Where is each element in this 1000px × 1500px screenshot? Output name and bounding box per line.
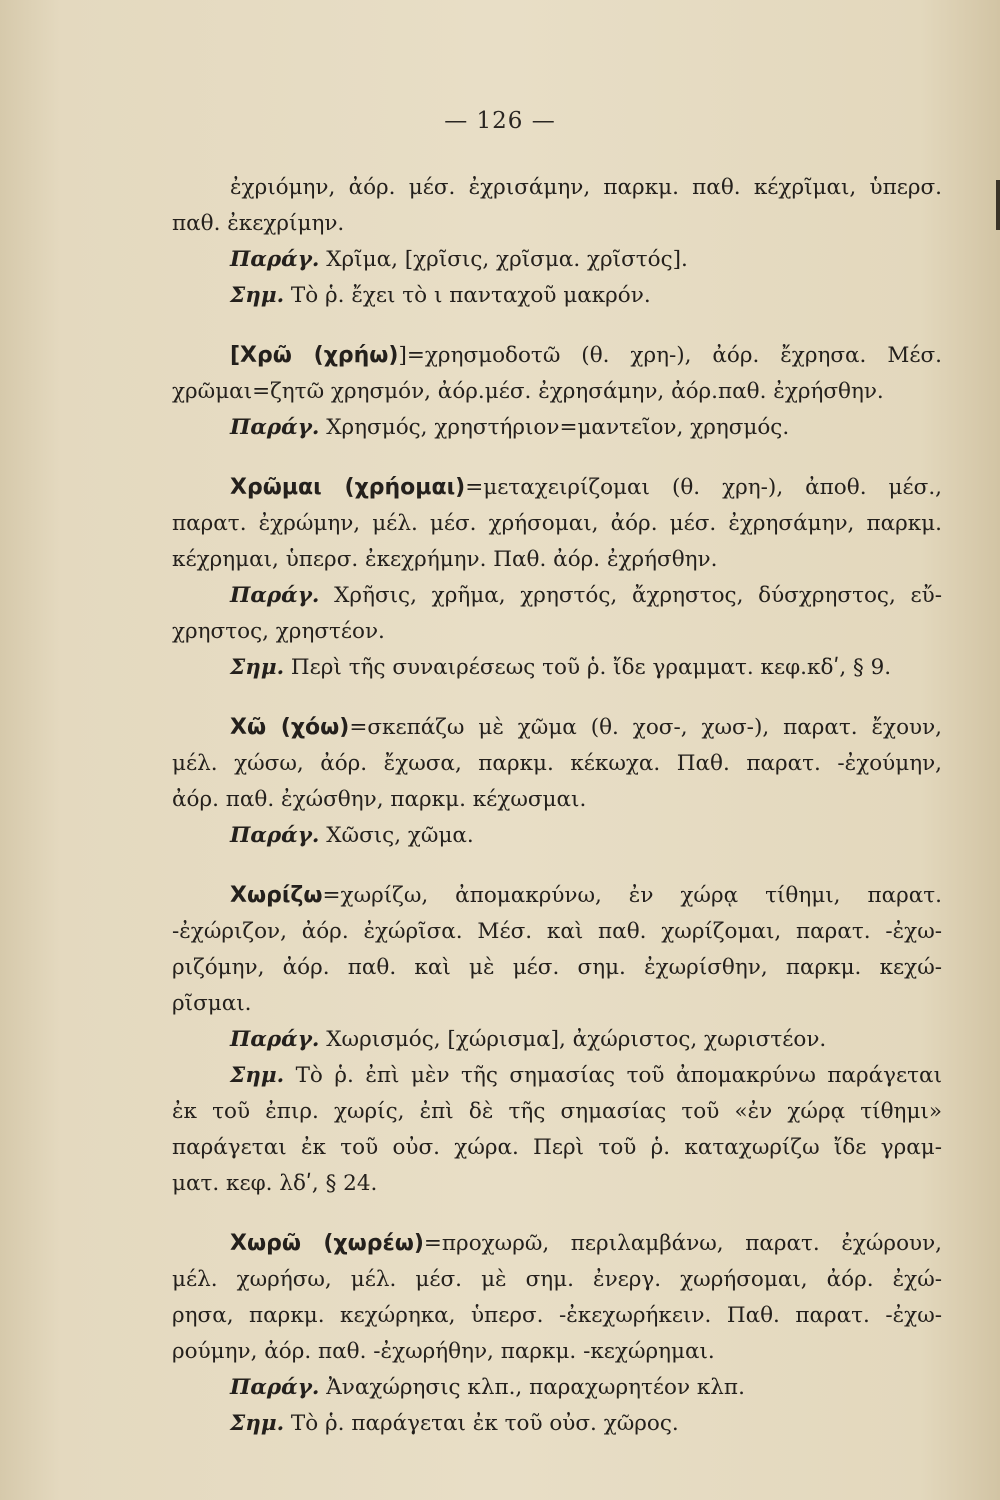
entry-line [172,614,942,650]
entry-line [172,1370,942,1406]
line-text: κέχρημαι, ὑπερσ. ἐκεχρήμην. Παθ. ἀόρ. ἐχρήσθην. [172,547,718,572]
line-text: Τὸ ῥ. παράγεται ἐκ τοῦ οὐσ. χῶρος. [284,1411,679,1436]
entry-line [172,1058,942,1094]
entry-line [172,1406,942,1442]
line-text: ]=χρησμοδοτῶ (θ. χρη-), ἀόρ. ἔχρησα. Μέσ. [398,343,942,368]
dictionary-text [172,170,942,1466]
entry-line [172,542,942,578]
entry-line [172,1298,942,1334]
entry-line [172,410,942,446]
entry-line [172,818,942,854]
line-text: ρούμην, ἀόρ. παθ. -ἐχωρήθην, παρκμ. -κεχώρημαι. [172,1339,715,1364]
entry-line [172,1334,942,1370]
entry-line [172,278,942,314]
headword: Χρῶμαι (χρήομαι) [230,475,466,500]
line-text: Τὸ ῥ. ἔχει τὸ ι πανταχοῦ μακρόν. [284,283,651,308]
line-text: Ἀναχώρησις κλπ., παραχωρητέον κλπ. [319,1375,745,1400]
section-label: Παράγ. [230,415,320,440]
section-label: Σημ. [230,655,285,680]
line-text: Χρῖμα, [χρῖσις, χρῖσμα. χρῖστός]. [319,247,688,272]
entry-line [172,710,942,746]
line-text: χρηστος, χρηστέον. [172,619,385,644]
dictionary-entry [172,170,942,314]
section-label: Παράγ. [230,1375,320,1400]
line-text: ἐκ τοῦ ἐπιρ. χωρίς, ἐπὶ δὲ τῆς σημασίας τοῦ «ἐν χώρᾳ τίθημι» [172,1099,942,1124]
dictionary-entry [172,1226,942,1442]
line-text: =προχωρῶ, περιλαμβάνω, παρατ. ἐχώρουν, [423,1231,942,1256]
entry-line [172,170,942,206]
line-text: Περὶ τῆς συναιρέσεως τοῦ ῥ. ἴδε γραμματ. κεφ.κδʹ, § 9. [284,655,892,680]
section-label: Παράγ. [230,823,320,848]
headword: Χωρῶ (χωρέω) [230,1231,424,1256]
entry-line [172,578,942,614]
line-text: μέλ. χωρήσω, μέλ. μέσ. μὲ σημ. ἐνεργ. χωρήσομαι, ἀόρ. ἐχώ- [172,1267,942,1292]
line-text: παθ. ἐκεχρίμην. [172,211,345,236]
entry-line [172,1022,942,1058]
section-label: Σημ. [230,1063,285,1088]
entry-line [172,986,942,1022]
line-text: =μεταχειρίζομαι (θ. χρη-), ἀποθ. μέσ., [465,475,942,500]
entry-line [172,878,942,914]
line-text: χρῶμαι=ζητῶ χρησμόν, ἀόρ.μέσ. ἐχρησάμην, ἀόρ.παθ. ἐχρήσθην. [172,379,884,404]
section-label: Παράγ. [230,1027,320,1052]
page-number: — 126 — [444,108,556,134]
line-text: Χῶσις, χῶμα. [319,823,474,848]
line-text: ἀόρ. παθ. ἐχώσθην, παρκμ. κέχωσμαι. [172,787,587,812]
headword: Χῶ (χόω) [230,715,350,740]
entry-line [172,374,942,410]
section-label: Σημ. [230,283,285,308]
dictionary-entry [172,710,942,854]
entry-line [172,650,942,686]
headword: [Χρῶ (χρήω) [230,343,399,368]
entry-line [172,1226,942,1262]
line-text: μέλ. χώσω, ἀόρ. ἔχωσα, παρκμ. κέκωχα. Παθ. παρατ. -ἐχούμην, [172,751,942,776]
line-text: Χωρισμός, [χώρισμα], ἀχώριστος, χωριστέον. [319,1027,827,1052]
entry-line [172,470,942,506]
entry-line [172,914,942,950]
line-text: ριζόμην, ἀόρ. παθ. καὶ μὲ μέσ. σημ. ἐχωρίσθην, παρκμ. κεχώ- [172,955,942,980]
line-text: Τὸ ῥ. ἐπὶ μὲν τῆς σημασίας τοῦ ἀπομακρύνω παράγεται [284,1063,942,1088]
line-text: Χρῆσις, χρῆμα, χρηστός, ἄχρηστος, δύσχρηστος, εὔ- [319,583,942,608]
headword: Χωρίζω [230,883,323,908]
line-text: ἐχριόμην, ἀόρ. μέσ. ἐχρισάμην, παρκμ. παθ. κέχρῖμαι, ὑπερσ. [230,175,942,200]
entry-line [172,1094,942,1130]
line-text: Χρησμός, χρηστήριον=μαντεῖον, χρησμός. [319,415,790,440]
page-edge-shadow [996,180,1000,230]
entry-line [172,506,942,542]
dictionary-entry [172,338,942,446]
line-text: =σκεπάζω μὲ χῶμα (θ. χοσ-, χωσ-), παρατ. ἔχουν, [349,715,942,740]
entry-line [172,242,942,278]
line-text: =χωρίζω, ἀπομακρύνω, ἐν χώρᾳ τίθημι, παρατ. [322,883,942,908]
section-label: Παράγ. [230,583,320,608]
line-text: -ἐχώριζον, ἀόρ. ἐχώρῖσα. Μέσ. καὶ παθ. χωρίζομαι, παρατ. -ἐχω- [172,919,942,944]
line-text: ρῖσμαι. [172,991,252,1016]
line-text: παράγεται ἐκ τοῦ οὐσ. χώρα. Περὶ τοῦ ῥ. καταχωρίζω ἴδε γραμ- [172,1135,942,1160]
entry-line [172,1130,942,1166]
section-label: Σημ. [230,1411,285,1436]
entry-line [172,746,942,782]
entry-line [172,1262,942,1298]
line-text: ρησα, παρκμ. κεχώρηκα, ὑπερσ. -ἐκεχωρήκειν. Παθ. παρατ. -ἐχω- [172,1303,942,1328]
entry-line [172,950,942,986]
line-text: παρατ. ἐχρώμην, μέλ. μέσ. χρήσομαι, ἀόρ. μέσ. ἐχρησάμην, παρκμ. [172,511,942,536]
line-text: ματ. κεφ. λδʹ, § 24. [172,1171,378,1196]
entry-line [172,782,942,818]
section-label: Παράγ. [230,247,320,272]
entry-line [172,206,942,242]
dictionary-entry [172,878,942,1202]
entry-line [172,1166,942,1202]
entry-line [172,338,942,374]
dictionary-entry [172,470,942,686]
